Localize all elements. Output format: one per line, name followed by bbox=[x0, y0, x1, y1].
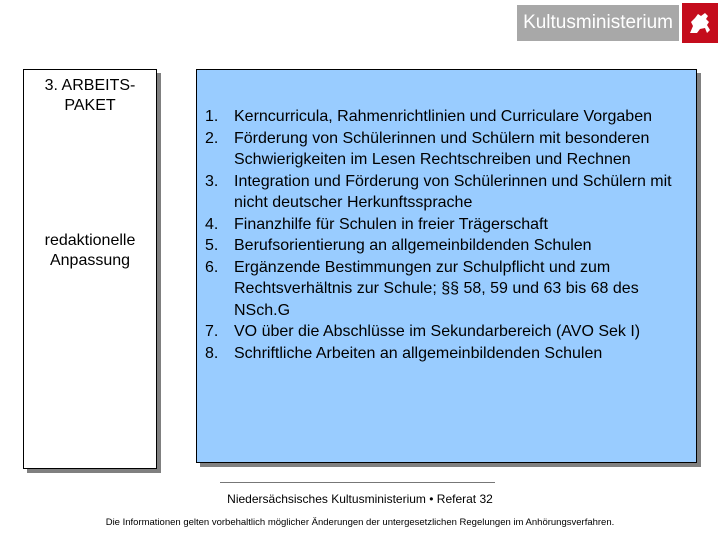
list-item: 7. VO über die Abschlüsse im Sekundarbereich (AVO Sek I) bbox=[205, 323, 641, 340]
list-item: 2. Förderung von Schülerinnen und Schülern mit besonderen Schwierigkeiten im Lesen Rechtschreiben und Rechnen bbox=[205, 129, 650, 168]
list-item: 3. Integration und Förderung von Schülerinnen und Schülern mit nicht deutscher Herkunftssprache bbox=[205, 172, 672, 211]
list-item: 1. Kerncurricula, Rahmenrichtlinien und Curriculare Vorgaben bbox=[205, 108, 652, 125]
footer-ministry-line: Niedersächsisches Kultusministerium • Referat 32 bbox=[227, 492, 493, 506]
horse-crest-icon bbox=[682, 3, 718, 43]
footer-divider bbox=[220, 482, 495, 483]
ministry-name: Kultusministerium bbox=[517, 5, 679, 41]
work-package-subtitle: redaktionelle Anpassung bbox=[44, 232, 136, 269]
footer-disclaimer: Die Informationen gelten vorbehaltlich möglicher Änderungen der untergesetzlichen Regelungen im Anhörungsverfahren. bbox=[105, 517, 615, 528]
list-item: 6. Ergänzende Bestimmungen zur Schulpflicht und zum Rechtsverhältnis zur Schule; §§ 58, 59 und 63 bis 68 des NSch.G bbox=[205, 258, 639, 319]
list-item: 4. Finanzhilfe für Schulen in freier Trägerschaft bbox=[205, 215, 548, 233]
list-item: 5. Berufsorientierung an allgemeinbildenden Schulen bbox=[205, 237, 592, 254]
work-package-box bbox=[23, 69, 157, 469]
work-package-title: 3. ARBEITS-PAKET bbox=[44, 77, 136, 114]
topics-box bbox=[196, 69, 697, 463]
list-item: 8. Schriftliche Arbeiten an allgemeinbildenden Schulen bbox=[205, 344, 603, 362]
ministry-header bbox=[517, 0, 720, 44]
topics-list bbox=[205, 106, 692, 364]
